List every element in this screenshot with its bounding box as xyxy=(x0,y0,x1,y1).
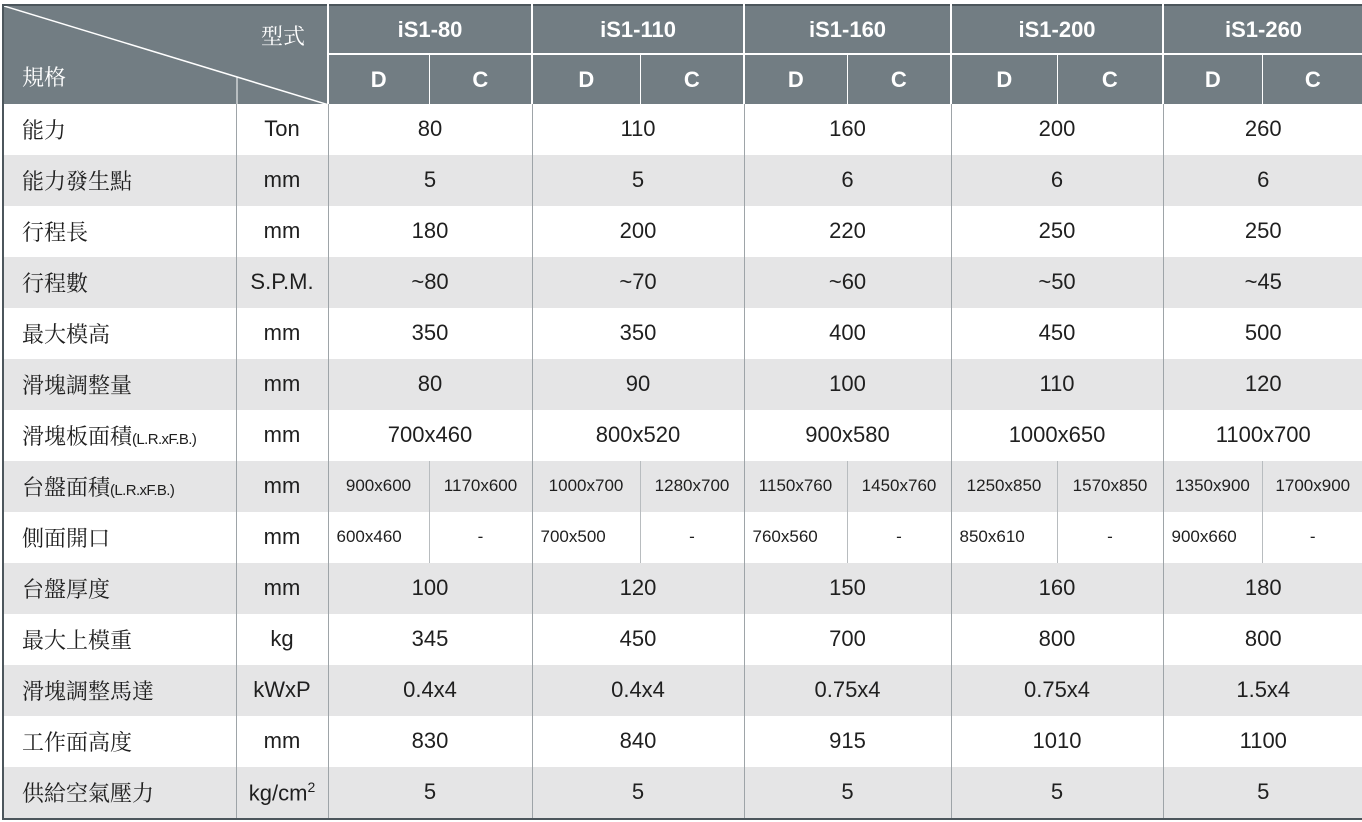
spec-unit-cell xyxy=(236,155,328,206)
spec-value-cell: ~60 xyxy=(744,257,951,308)
spec-name: 滑塊調整馬達 xyxy=(22,679,155,705)
spec-row xyxy=(3,359,1362,410)
spec-name-cell xyxy=(3,206,236,257)
spec-row xyxy=(3,665,1362,716)
spec-name-cell xyxy=(3,155,236,206)
spec-name: 滑塊調整量 xyxy=(22,373,133,399)
spec-name: 最大模高 xyxy=(22,322,111,348)
spec-value-cell: 100 xyxy=(328,563,532,614)
spec-value-cell: 180 xyxy=(1163,563,1362,614)
spec-unit-cell xyxy=(236,767,328,819)
spec-row xyxy=(3,155,1362,206)
type-header-label: 型式 xyxy=(260,25,305,50)
spec-value-cell: - xyxy=(640,512,744,563)
spec-name-cell xyxy=(3,716,236,767)
spec-value-cell: 1350x900 xyxy=(1163,461,1262,512)
spec-name: 側面開口 xyxy=(22,526,111,552)
spec-value-cell: 900x600 xyxy=(328,461,429,512)
spec-name-cell xyxy=(3,461,236,512)
spec-unit-cell xyxy=(236,410,328,461)
spec-name-cell xyxy=(3,665,236,716)
subheader-d-4: D xyxy=(951,54,1057,104)
spec-unit-cell xyxy=(236,461,328,512)
spec-value-cell: 220 xyxy=(744,206,951,257)
spec-value-cell: 120 xyxy=(1163,359,1362,410)
spec-row xyxy=(3,512,1362,563)
spec-name: 最大上模重 xyxy=(22,628,133,654)
spec-value-cell: 700 xyxy=(744,614,951,665)
spec-value-cell: 0.4x4 xyxy=(532,665,744,716)
spec-value-cell: 1250x850 xyxy=(951,461,1057,512)
spec-value-cell: 200 xyxy=(951,104,1163,155)
spec-value-cell: 800x520 xyxy=(532,410,744,461)
spec-name-cell xyxy=(3,359,236,410)
spec-value-cell: 160 xyxy=(951,563,1163,614)
spec-value-cell: - xyxy=(1057,512,1163,563)
spec-row xyxy=(3,308,1362,359)
spec-value-cell: 5 xyxy=(1163,767,1362,819)
spec-value-cell: 1170x600 xyxy=(429,461,532,512)
spec-value-cell: 500 xyxy=(1163,308,1362,359)
spec-value-cell: 6 xyxy=(951,155,1163,206)
spec-unit-cell xyxy=(236,104,328,155)
spec-unit: mm xyxy=(263,167,301,193)
spec-unit: kg/cm xyxy=(248,780,308,806)
spec-value-cell: 1.5x4 xyxy=(1163,665,1362,716)
spec-unit: Ton xyxy=(264,116,300,142)
spec-value-cell: ~80 xyxy=(328,257,532,308)
spec-value-cell: 1700x900 xyxy=(1262,461,1362,512)
spec-value-cell: 5 xyxy=(328,155,532,206)
spec-value-cell: 5 xyxy=(951,767,1163,819)
spec-name-cell xyxy=(3,614,236,665)
spec-row xyxy=(3,104,1362,155)
spec-unit-cell xyxy=(236,716,328,767)
spec-unit: mm xyxy=(263,728,301,754)
spec-value-cell: 450 xyxy=(532,614,744,665)
spec-name: 行程長 xyxy=(22,220,89,246)
spec-value-cell: 400 xyxy=(744,308,951,359)
spec-name-cell xyxy=(3,767,236,819)
spec-table xyxy=(2,4,1362,820)
spec-value-cell: 1010 xyxy=(951,716,1163,767)
spec-unit-cell xyxy=(236,206,328,257)
spec-value-cell: ~50 xyxy=(951,257,1163,308)
spec-value-cell: 350 xyxy=(532,308,744,359)
spec-unit: kg xyxy=(270,626,294,652)
subheader-d-2: D xyxy=(532,54,640,104)
spec-unit-cell xyxy=(236,614,328,665)
spec-unit: mm xyxy=(263,371,301,397)
model-header-is1-200: iS1-200 xyxy=(951,5,1163,54)
spec-value-cell: 100 xyxy=(744,359,951,410)
header-corner-cell xyxy=(3,5,328,104)
spec-value-cell: 600x460 xyxy=(328,512,429,563)
spec-value-cell: 120 xyxy=(532,563,744,614)
spec-name: 能力發生點 xyxy=(22,169,133,195)
spec-value-cell: 1570x850 xyxy=(1057,461,1163,512)
spec-value-cell: 110 xyxy=(951,359,1163,410)
spec-value-cell: ~45 xyxy=(1163,257,1362,308)
spec-value-cell: 90 xyxy=(532,359,744,410)
subheader-d-3: D xyxy=(744,54,847,104)
spec-value-cell: 915 xyxy=(744,716,951,767)
spec-row xyxy=(3,206,1362,257)
spec-value-cell: 700x500 xyxy=(532,512,640,563)
model-header-is1-80: iS1-80 xyxy=(328,5,532,54)
spec-name-cell xyxy=(3,563,236,614)
spec-value-cell: 850x610 xyxy=(951,512,1057,563)
spec-value-cell: 0.4x4 xyxy=(328,665,532,716)
spec-value-cell: 760x560 xyxy=(744,512,847,563)
spec-value-cell: 6 xyxy=(1163,155,1362,206)
spec-name-dimension-note: (L.R.xF.B.) xyxy=(132,430,197,448)
spec-value-cell: 900x580 xyxy=(744,410,951,461)
subheader-c-4: C xyxy=(1057,54,1163,104)
spec-unit: mm xyxy=(263,473,301,499)
spec-value-cell: 110 xyxy=(532,104,744,155)
spec-unit-cell xyxy=(236,665,328,716)
spec-value-cell: - xyxy=(429,512,532,563)
spec-value-cell: 260 xyxy=(1163,104,1362,155)
spec-unit: kWxP xyxy=(253,677,311,703)
spec-name-cell xyxy=(3,308,236,359)
spec-row xyxy=(3,716,1362,767)
subheader-d-1: D xyxy=(328,54,429,104)
spec-unit-superscript: 2 xyxy=(307,778,316,795)
spec-value-cell: 800 xyxy=(951,614,1163,665)
spec-name-cell xyxy=(3,512,236,563)
model-header-is1-160: iS1-160 xyxy=(744,5,951,54)
spec-value-cell: 840 xyxy=(532,716,744,767)
spec-value-cell: 250 xyxy=(951,206,1163,257)
spec-value-cell: 830 xyxy=(328,716,532,767)
spec-value-cell: 1150x760 xyxy=(744,461,847,512)
spec-unit: mm xyxy=(263,422,301,448)
spec-value-cell: 180 xyxy=(328,206,532,257)
spec-value-cell: 1000x650 xyxy=(951,410,1163,461)
spec-unit: mm xyxy=(263,524,301,550)
spec-row xyxy=(3,614,1362,665)
spec-unit-cell xyxy=(236,257,328,308)
spec-name: 滑塊板面積 xyxy=(22,424,133,450)
spec-value-cell: 700x460 xyxy=(328,410,532,461)
spec-value-cell: 1100 xyxy=(1163,716,1362,767)
spec-unit: S.P.M. xyxy=(250,269,314,295)
spec-value-cell: 900x660 xyxy=(1163,512,1262,563)
spec-name: 工作面高度 xyxy=(22,730,133,756)
spec-value-cell: 250 xyxy=(1163,206,1362,257)
subheader-c-3: C xyxy=(847,54,951,104)
subheader-c-2: C xyxy=(640,54,744,104)
spec-row xyxy=(3,563,1362,614)
spec-row xyxy=(3,257,1362,308)
spec-value-cell: 80 xyxy=(328,104,532,155)
spec-value-cell: 1000x700 xyxy=(532,461,640,512)
spec-value-cell: - xyxy=(847,512,951,563)
spec-value-cell: 5 xyxy=(532,767,744,819)
model-header-is1-260: iS1-260 xyxy=(1163,5,1362,54)
spec-name: 能力 xyxy=(22,118,67,144)
spec-value-cell: 345 xyxy=(328,614,532,665)
spec-value-cell: 800 xyxy=(1163,614,1362,665)
subheader-c-1: C xyxy=(429,54,532,104)
spec-value-cell: 5 xyxy=(328,767,532,819)
spec-name: 供給空氣壓力 xyxy=(22,781,155,807)
spec-name-cell xyxy=(3,104,236,155)
spec-row xyxy=(3,461,1362,512)
spec-unit-cell xyxy=(236,308,328,359)
spec-row xyxy=(3,767,1362,819)
spec-unit: mm xyxy=(263,320,301,346)
spec-name: 行程數 xyxy=(22,271,89,297)
model-header-is1-110: iS1-110 xyxy=(532,5,744,54)
spec-value-cell: ~70 xyxy=(532,257,744,308)
spec-value-cell: 350 xyxy=(328,308,532,359)
spec-unit-cell xyxy=(236,512,328,563)
spec-row xyxy=(3,410,1362,461)
spec-value-cell: - xyxy=(1262,512,1362,563)
spec-name-dimension-note: (L.R.xF.B.) xyxy=(110,481,175,499)
spec-unit-cell xyxy=(236,563,328,614)
subheader-d-5: D xyxy=(1163,54,1262,104)
spec-unit-cell xyxy=(236,359,328,410)
spec-value-cell: 80 xyxy=(328,359,532,410)
spec-value-cell: 5 xyxy=(532,155,744,206)
spec-value-cell: 450 xyxy=(951,308,1163,359)
spec-value-cell: 6 xyxy=(744,155,951,206)
spec-value-cell: 5 xyxy=(744,767,951,819)
spec-unit: mm xyxy=(263,575,301,601)
spec-value-cell: 0.75x4 xyxy=(744,665,951,716)
spec-value-cell: 200 xyxy=(532,206,744,257)
spec-name-cell xyxy=(3,410,236,461)
spec-header-label: 規格 xyxy=(22,66,67,91)
spec-name: 台盤面積 xyxy=(22,475,111,501)
spec-value-cell: 150 xyxy=(744,563,951,614)
spec-name: 台盤厚度 xyxy=(22,577,111,603)
spec-value-cell: 160 xyxy=(744,104,951,155)
spec-name-cell xyxy=(3,257,236,308)
spec-value-cell: 1450x760 xyxy=(847,461,951,512)
spec-value-cell: 0.75x4 xyxy=(951,665,1163,716)
spec-unit: mm xyxy=(263,218,301,244)
spec-value-cell: 1100x700 xyxy=(1163,410,1362,461)
subheader-c-5: C xyxy=(1262,54,1362,104)
spec-value-cell: 1280x700 xyxy=(640,461,744,512)
